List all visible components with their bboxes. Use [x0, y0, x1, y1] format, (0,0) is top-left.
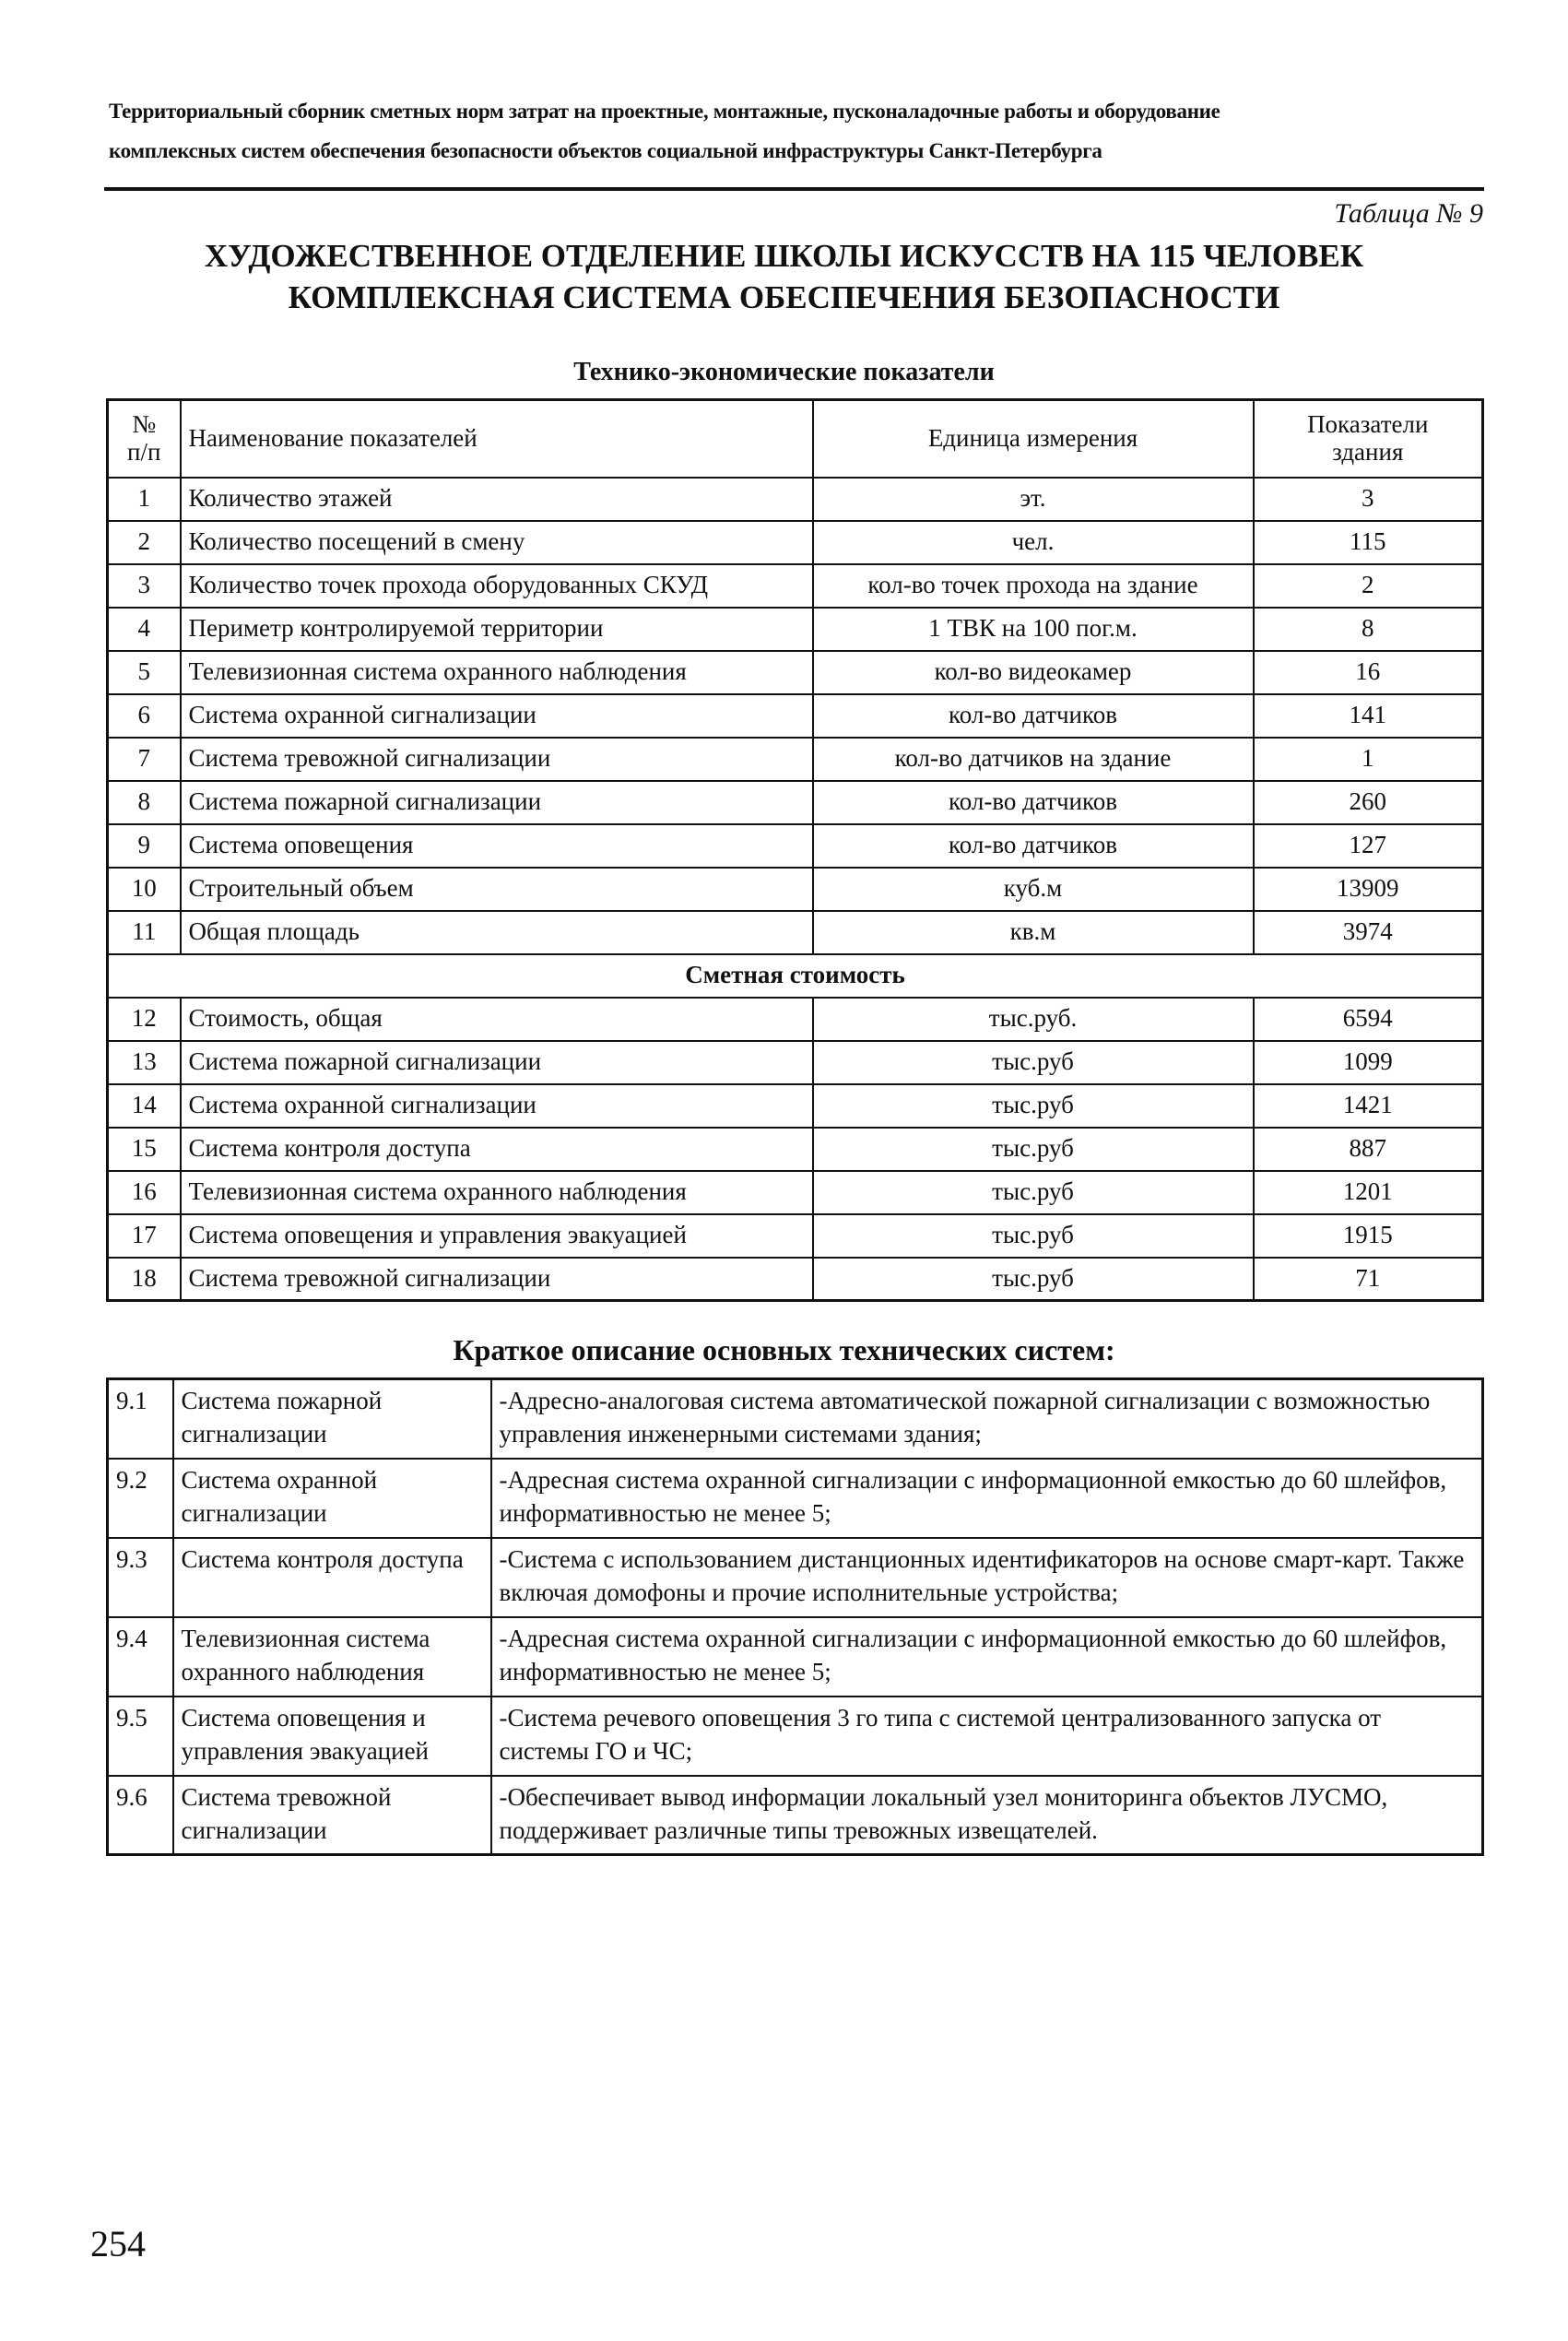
indicator-name: Общая площадь: [181, 911, 813, 954]
col-num: [108, 400, 181, 478]
indicator-name: Система пожарной сигнализации: [181, 781, 813, 824]
row-number: 11: [108, 911, 181, 954]
list-item: [108, 1379, 1483, 1459]
col-num-line2: п/п: [127, 437, 161, 466]
system-name: Система пожарной сигнализации: [173, 1379, 491, 1459]
list-item: [108, 1776, 1483, 1855]
indicator-name: Строительный объем: [181, 868, 813, 911]
system-description: -Система речевого оповещения 3 го типа с системой централизованного запуска от системы ГО и ЧС;: [491, 1697, 1483, 1776]
running-header-line2: комплексных систем обеспечения безопасности объектов социальной инфраструктуры Санкт-Петербурга: [109, 139, 1102, 162]
unit: кол-во видеокамер: [813, 651, 1254, 694]
col-value-line2: здания: [1332, 437, 1404, 466]
value: 887: [1254, 1128, 1483, 1171]
indicator-name: Система тревожной сигнализации: [181, 738, 813, 781]
indicator-name: Система охранной сигнализации: [181, 1084, 813, 1128]
table-row: [108, 868, 1483, 911]
row-number: 15: [108, 1128, 181, 1171]
col-name: Наименование показателей: [181, 400, 813, 478]
row-number: 4: [108, 608, 181, 651]
system-description: -Адресная система охранной сигнализации с информационной емкостью до 60 шлейфов, информативностью не менее 5;: [491, 1459, 1483, 1538]
system-name: Телевизионная система охранного наблюдения: [173, 1617, 491, 1697]
row-number: 14: [108, 1084, 181, 1128]
unit: кв.м: [813, 911, 1254, 954]
systems-table: [106, 1377, 1484, 1856]
table-row: [108, 1084, 1483, 1128]
unit: тыс.руб.: [813, 998, 1254, 1041]
table-header-row: [108, 400, 1483, 478]
indicator-name: Система оповещения: [181, 824, 813, 868]
section-row: [108, 954, 1483, 998]
system-number: 9.4: [108, 1617, 173, 1697]
value: 127: [1254, 824, 1483, 868]
system-number: 9.6: [108, 1776, 173, 1855]
value: 13909: [1254, 868, 1483, 911]
row-number: 17: [108, 1214, 181, 1258]
indicator-name: Система пожарной сигнализации: [181, 1041, 813, 1084]
table-row: [108, 738, 1483, 781]
system-description: -Адресно-аналоговая система автоматической пожарной сигнализации с возможностью управления инженерными системами здания;: [491, 1379, 1483, 1459]
indicator-name: Система оповещения и управления эвакуацией: [181, 1214, 813, 1258]
system-number: 9.1: [108, 1379, 173, 1459]
col-value: [1254, 400, 1483, 478]
table-row: [108, 911, 1483, 954]
table-row: [108, 824, 1483, 868]
system-number: 9.5: [108, 1697, 173, 1776]
value: 1915: [1254, 1214, 1483, 1258]
system-description: -Адресная система охранной сигнализации с информационной емкостью до 60 шлейфов, информативностью не менее 5;: [491, 1617, 1483, 1697]
row-number: 3: [108, 564, 181, 608]
value: 1201: [1254, 1171, 1483, 1214]
table-row: [108, 478, 1483, 521]
col-num-line1: №: [132, 410, 157, 439]
indicator-name: Количество точек прохода оборудованных СКУД: [181, 564, 813, 608]
value: 3: [1254, 478, 1483, 521]
unit: тыс.руб: [813, 1258, 1254, 1301]
table-row: [108, 998, 1483, 1041]
row-number: 5: [108, 651, 181, 694]
system-name: Система оповещения и управления эвакуацией: [173, 1697, 491, 1776]
indicators-heading: Технико-экономические показатели: [573, 358, 995, 386]
list-item: [108, 1697, 1483, 1776]
title-line2: КОМПЛЕКСНАЯ СИСТЕМА ОБЕСПЕЧЕНИЯ БЕЗОПАСНОСТИ: [288, 279, 1280, 315]
system-description: -Система с использованием дистанционных идентификаторов на основе смарт-карт. Также включая домофоны и прочие исполнительные устройства;: [491, 1538, 1483, 1617]
value: 3974: [1254, 911, 1483, 954]
value: 115: [1254, 521, 1483, 564]
table-row: [108, 1214, 1483, 1258]
row-number: 12: [108, 998, 181, 1041]
unit: тыс.руб: [813, 1041, 1254, 1084]
row-number: 1: [108, 478, 181, 521]
list-item: [108, 1459, 1483, 1538]
unit: эт.: [813, 478, 1254, 521]
value: 16: [1254, 651, 1483, 694]
table-row: [108, 1041, 1483, 1084]
unit: кол-во точек прохода на здание: [813, 564, 1254, 608]
indicator-name: Телевизионная система охранного наблюдения: [181, 1171, 813, 1214]
row-number: 7: [108, 738, 181, 781]
indicator-name: Телевизионная система охранного наблюдения: [181, 651, 813, 694]
unit: тыс.руб: [813, 1171, 1254, 1214]
systems-heading: Краткое описание основных технических систем:: [453, 1333, 1115, 1366]
list-item: [108, 1538, 1483, 1617]
value: 2: [1254, 564, 1483, 608]
row-number: 2: [108, 521, 181, 564]
unit: тыс.руб: [813, 1214, 1254, 1258]
unit: тыс.руб: [813, 1128, 1254, 1171]
table-row: [108, 781, 1483, 824]
indicator-name: Количество посещений в смену: [181, 521, 813, 564]
system-name: Система охранной сигнализации: [173, 1459, 491, 1538]
unit: 1 ТВК на 100 пог.м.: [813, 608, 1254, 651]
indicator-name: Периметр контролируемой территории: [181, 608, 813, 651]
value: 6594: [1254, 998, 1483, 1041]
unit: кол-во датчиков: [813, 824, 1254, 868]
table-row: [108, 1258, 1483, 1301]
list-item: [108, 1617, 1483, 1697]
system-number: 9.2: [108, 1459, 173, 1538]
unit: куб.м: [813, 868, 1254, 911]
row-number: 9: [108, 824, 181, 868]
table-label: Таблица № 9: [1334, 198, 1483, 229]
value: 1099: [1254, 1041, 1483, 1084]
row-number: 10: [108, 868, 181, 911]
value: 141: [1254, 694, 1483, 738]
table-row: [108, 564, 1483, 608]
col-unit: Единица измерения: [813, 400, 1254, 478]
system-number: 9.3: [108, 1538, 173, 1617]
row-number: 6: [108, 694, 181, 738]
row-number: 16: [108, 1171, 181, 1214]
unit: кол-во датчиков на здание: [813, 738, 1254, 781]
system-description: -Обеспечивает вывод информации локальный узел мониторинга объектов ЛУСМО, поддерживает различные типы тревожных извещателей.: [491, 1776, 1483, 1855]
indicator-name: Стоимость, общая: [181, 998, 813, 1041]
indicator-name: Количество этажей: [181, 478, 813, 521]
value: 8: [1254, 608, 1483, 651]
cost-section-label: Сметная стоимость: [108, 954, 1483, 998]
title-line1: ХУДОЖЕСТВЕННОЕ ОТДЕЛЕНИЕ ШКОЛЫ ИСКУССТВ НА 115 ЧЕЛОВЕК: [204, 238, 1364, 274]
row-number: 13: [108, 1041, 181, 1084]
page-number: 254: [90, 2223, 146, 2264]
value: 71: [1254, 1258, 1483, 1301]
system-name: Система тревожной сигнализации: [173, 1776, 491, 1855]
table-row: [108, 1128, 1483, 1171]
indicator-name: Система тревожной сигнализации: [181, 1258, 813, 1301]
unit: кол-во датчиков: [813, 781, 1254, 824]
system-name: Система контроля доступа: [173, 1538, 491, 1617]
row-number: 18: [108, 1258, 181, 1301]
indicators-table: [106, 398, 1484, 1302]
value: 1: [1254, 738, 1483, 781]
table-row: [108, 651, 1483, 694]
unit: чел.: [813, 521, 1254, 564]
table-row: [108, 1171, 1483, 1214]
value: 260: [1254, 781, 1483, 824]
header-rule: [104, 187, 1484, 191]
table-row: [108, 521, 1483, 564]
table-row: [108, 608, 1483, 651]
indicator-name: Система охранной сигнализации: [181, 694, 813, 738]
running-header-line1: Территориальный сборник сметных норм затрат на проектные, монтажные, пусконаладочные работы и оборудование: [109, 100, 1220, 123]
indicator-name: Система контроля доступа: [181, 1128, 813, 1171]
unit: тыс.руб: [813, 1084, 1254, 1128]
unit: кол-во датчиков: [813, 694, 1254, 738]
col-value-line1: Показатели: [1307, 410, 1429, 439]
row-number: 8: [108, 781, 181, 824]
table-row: [108, 694, 1483, 738]
value: 1421: [1254, 1084, 1483, 1128]
